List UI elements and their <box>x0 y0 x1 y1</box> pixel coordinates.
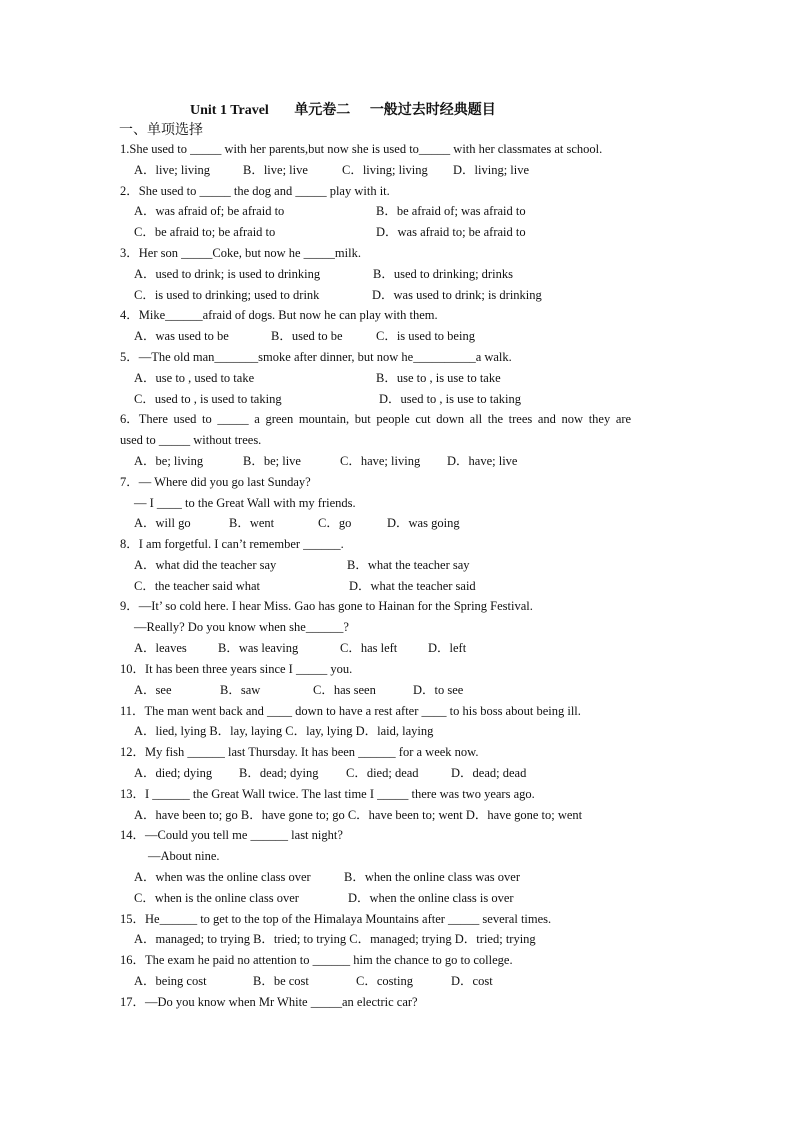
question-4-option-a: A．was used to be <box>134 329 229 343</box>
question-5-stem: 5．—The old man_______smoke after dinner, but now he__________a walk. <box>120 350 512 364</box>
question-3-option-b: B．used to drinking; drinks <box>373 267 513 281</box>
page-title <box>190 99 496 119</box>
question-2-option-c: C．be afraid to; be afraid to <box>134 225 276 239</box>
question-14-option-c: C．when is the online class over <box>134 891 299 905</box>
question-7-option-d: D．was going <box>387 516 460 530</box>
question-4-stem: 4．Mike______afraid of dogs. But now he can play with them. <box>120 308 438 322</box>
title-english: Unit 1 Travel <box>190 103 269 118</box>
question-8-stem: 8．I am forgetful. I can’t remember ______. <box>120 537 344 551</box>
question-12-option-a: A．died; dying <box>134 766 213 780</box>
question-9-option-d: D．left <box>428 641 467 655</box>
question-15-options: A．managed; to trying B．tried; to trying C．managed; trying D．tried; trying <box>134 932 536 946</box>
question-9-option-c: C．has left <box>340 641 398 655</box>
question-4-option-c: C．is used to being <box>376 329 475 343</box>
question-9-option-b: B．was leaving <box>218 641 299 655</box>
question-8-option-c: C．the teacher said what <box>134 579 260 593</box>
question-3-option-d: D．was used to drink; is drinking <box>372 288 542 302</box>
question-1-option-a: A．live; living <box>134 163 211 177</box>
question-5-option-d: D．used to , is use to taking <box>379 392 522 406</box>
question-7-option-a: A．will go <box>134 516 191 530</box>
question-16-option-c: C．costing <box>356 974 413 988</box>
question-17-stem: 17．—Do you know when Mr White _____an electric car? <box>120 995 418 1009</box>
question-16-option-a: A．being cost <box>134 974 207 988</box>
question-1-stem: 1.She used to _____ with her parents,but now she is used to_____ with her classmates at school. <box>120 142 603 156</box>
question-5-option-c: C．used to , is used to taking <box>134 392 282 406</box>
question-9-reply: —Really? Do you know when she______? <box>134 620 349 634</box>
question-15-stem: 15．He______ to get to the top of the Himalaya Mountains after _____ several times. <box>120 912 552 926</box>
question-10-option-b: B．saw <box>220 683 261 697</box>
question-4-option-b: B．used to be <box>271 329 343 343</box>
question-6-option-c: C．have; living <box>340 454 421 468</box>
question-10-stem: 10．It has been three years since I _____ you. <box>120 662 353 676</box>
question-10-option-c: C．has seen <box>313 683 376 697</box>
question-11-stem: 11．The man went back and ____ down to have a rest after ____ to his boss about being ill. <box>120 704 581 718</box>
question-16-option-d: D．cost <box>451 974 493 988</box>
title-unit-paper: 单元卷二 <box>294 103 351 118</box>
question-3-stem: 3．Her son _____Coke, but now he _____milk. <box>120 246 361 260</box>
question-13-stem: 13．I ______ the Great Wall twice. The last time I _____ there was two years ago. <box>120 787 535 801</box>
question-2-option-b: B．be afraid of; was afraid to <box>376 204 526 218</box>
question-6-option-a: A．be; living <box>134 454 204 468</box>
question-5-option-a: A．use to , used to take <box>134 371 255 385</box>
question-14-stem: 14．—Could you tell me ______ last night? <box>120 828 343 842</box>
question-16-stem: 16．The exam he paid no attention to ______ him the chance to go to college. <box>120 953 513 967</box>
question-5-option-b: B．use to , is use to take <box>376 371 501 385</box>
question-12-option-c: C．died; dead <box>346 766 419 780</box>
question-11-options: A．lied, lying B．lay, laying C．lay, lying D．laid, laying <box>134 724 434 738</box>
title-topic: 一般过去时经典题目 <box>369 103 496 118</box>
question-6-option-d: D．have; live <box>447 454 518 468</box>
question-10-option-a: A．see <box>134 683 172 697</box>
question-3-option-c: C．is used to drinking; used to drink <box>134 288 320 302</box>
section-heading: 一、单项选择 <box>119 123 203 138</box>
question-7-stem: 7．— Where did you go last Sunday? <box>120 475 311 489</box>
question-8-option-b: B．what the teacher say <box>347 558 470 572</box>
question-2-option-a: A．was afraid of; be afraid to <box>134 204 285 218</box>
question-1-option-b: B．live; live <box>243 163 308 177</box>
question-1-option-c: C．living; living <box>342 163 428 177</box>
question-12-option-b: B．dead; dying <box>239 766 319 780</box>
question-8-option-d: D．what the teacher said <box>349 579 476 593</box>
question-14-option-d: D．when the online class is over <box>348 891 514 905</box>
question-6-option-b: B．be; live <box>243 454 301 468</box>
question-8-option-a: A．what did the teacher say <box>134 558 277 572</box>
question-7-option-b: B．went <box>229 516 275 530</box>
question-3-option-a: A．used to drink; is used to drinking <box>134 267 321 281</box>
question-14-reply: —About nine. <box>148 849 220 863</box>
question-13-options: A．have been to; go B．have gone to; go C．have been to; went D．have gone to; went <box>134 808 583 822</box>
question-6-stem-line-2: used to _____ without trees. <box>120 433 262 447</box>
question-14-option-a: A．when was the online class over <box>134 870 311 884</box>
question-12-option-d: D．dead; dead <box>451 766 527 780</box>
question-1-option-d: D．living; live <box>453 163 530 177</box>
question-9-stem: 9．—It’ so cold here. I hear Miss. Gao has gone to Hainan for the Spring Festival. <box>120 599 533 613</box>
question-7-reply: — I ____ to the Great Wall with my friends. <box>134 496 356 510</box>
question-2-option-d: D．was afraid to; be afraid to <box>376 225 526 239</box>
question-14-option-b: B．when the online class was over <box>344 870 521 884</box>
question-9-option-a: A．leaves <box>134 641 187 655</box>
question-10-option-d: D．to see <box>413 683 464 697</box>
question-7-option-c: C．go <box>318 516 352 530</box>
question-12-stem: 12．My fish ______ last Thursday. It has been ______ for a week now. <box>120 745 479 759</box>
question-2-stem: 2．She used to _____ the dog and _____ play with it. <box>120 184 390 198</box>
question-16-option-b: B．be cost <box>253 974 309 988</box>
question-6-stem-line-1: 6．There used to _____ a green mountain, but people cut down all the trees and now they are <box>120 412 632 426</box>
